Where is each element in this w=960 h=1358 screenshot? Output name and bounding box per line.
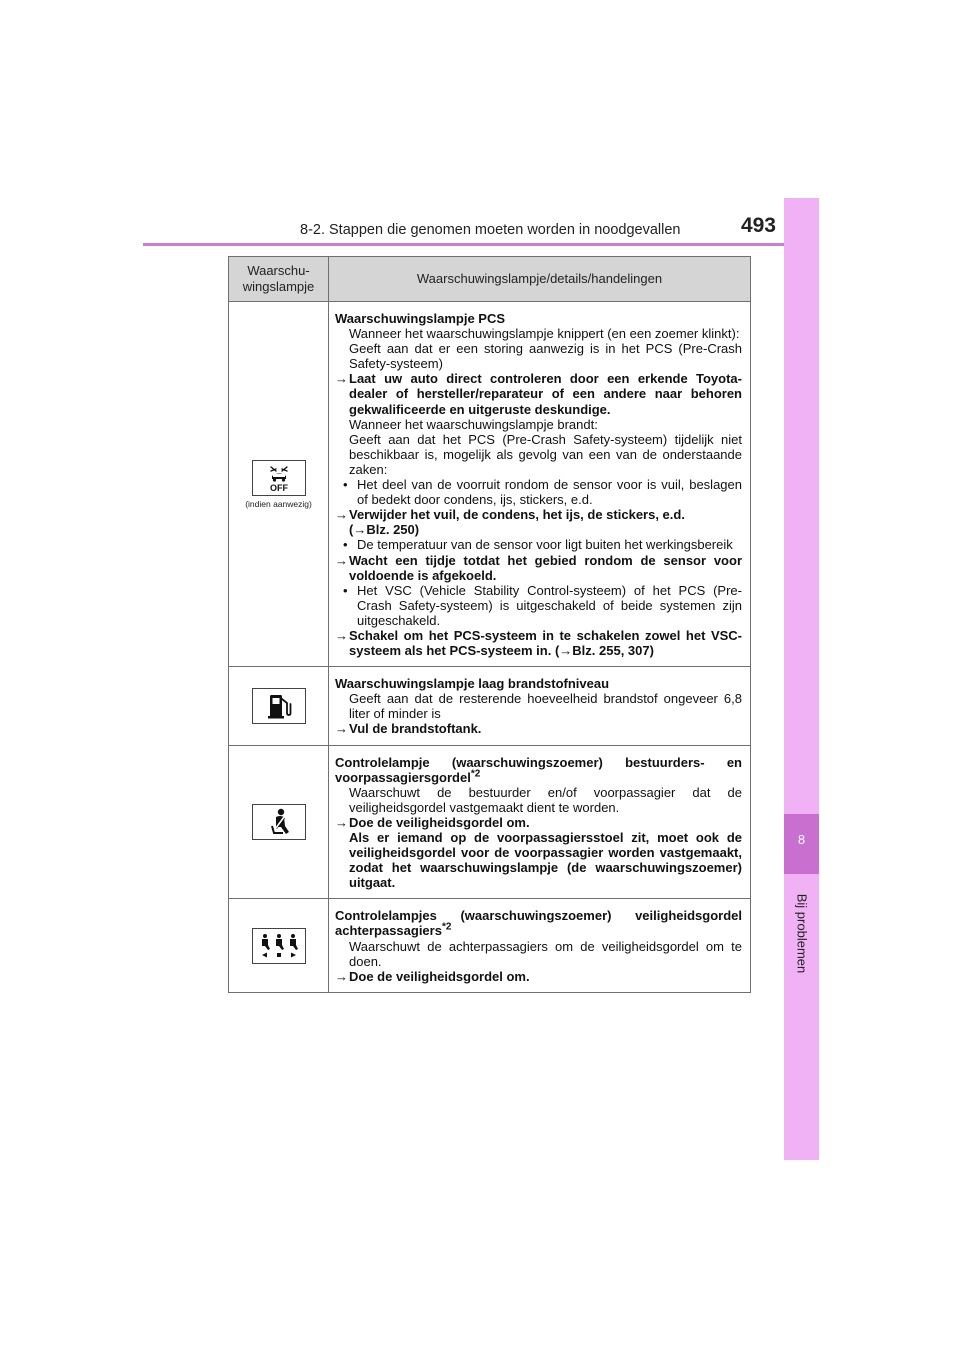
table-row: [229, 745, 751, 899]
details-cell: [329, 899, 751, 992]
arrow-icon: →: [335, 552, 348, 568]
bullet-item: • De temperatuur van de sensor voor ligt buiten het werkingsbereik: [343, 537, 733, 553]
lamp-cell: [229, 899, 329, 992]
page-number: 493: [740, 214, 776, 237]
action-item: → Verwijder het vuil, de condens, het ijs, de stickers, e.d. (→Blz. 250): [335, 507, 685, 538]
pcs-off-icon: [252, 460, 306, 496]
arrow-icon: →: [335, 627, 348, 643]
description-text: Wanneer het waarschuwingslampje knippert (en een zoemer klinkt):: [349, 326, 740, 342]
description-text: Geeft aan dat het PCS (Pre-Crash Safety-systeem) tijdelijk niet beschikbaar is, mogelijk als gevolg van een van de onderstaande zaken:: [349, 431, 742, 477]
icon-note: (indien aanwezig): [245, 498, 312, 509]
lamp-cell: [229, 745, 329, 899]
table-row: [229, 667, 751, 745]
description-text: Waarschuwt de bestuurder en/of voorpassagier dat de veiligheidsgordel vastgemaakt dient te worden.: [349, 784, 742, 815]
page-reference: Blz. 250: [366, 522, 415, 538]
table-row: [229, 302, 751, 667]
action-item: → Schakel om het PCS-systeem in te schakelen zowel het VSC-systeem als het PCS-systeem in. (→Blz. 255, 307): [335, 627, 742, 659]
arrow-icon: →: [335, 968, 348, 984]
bullet-item: • Het deel van de voorruit rondom de sensor voor is vuil, beslagen of bedekt door condens, ijs, stickers, e.d.: [343, 477, 742, 508]
col-header-details: Waarschuwingslampje/details/handelingen: [329, 257, 751, 302]
description-text: Geeft aan dat er een storing aanwezig is in het PCS (Pre-Crash Safety-systeem): [349, 341, 742, 372]
arrow-icon: →: [335, 814, 348, 830]
table-header-row: [229, 257, 751, 302]
details-cell: [329, 745, 751, 899]
lamp-title: Controlelampjes (waarschuwingszoemer) veiligheidsgordel achterpassagiers$^{*2}$: [335, 908, 742, 939]
bullet-icon: •: [343, 582, 348, 598]
lamp-title: Waarschuwingslampje PCS: [335, 311, 506, 326]
bullet-icon: •: [343, 477, 348, 493]
arrow-icon: →: [335, 721, 348, 737]
lamp-title: Controlelampje (waarschuwingszoemer) bestuurders- en voorpassagiersgordel$^{*2}$: [335, 754, 742, 785]
seatbelt-icon: [252, 804, 306, 840]
lamp-cell: [229, 667, 329, 745]
action-detail: Als er iemand op de voorpassagiersstoel zit, moet ook de veiligheidsgordel voor de voorpassagier worden vastgemaakt, zodat het waarschuwingslampje (de waarschuwingszoemer) uitgaat.: [349, 830, 742, 891]
header-rule: [143, 243, 819, 246]
fuel-pump-icon: [252, 688, 306, 724]
description-text: Waarschuwt de achterpassagiers om de veiligheidsgordel om te doen.: [349, 938, 742, 969]
footnote-marker: *2: [441, 922, 452, 934]
chapter-label: Bij problemen: [794, 893, 809, 973]
details-cell: [329, 302, 751, 667]
details-cell: [329, 667, 751, 745]
lamp-title: Waarschuwingslampje laag brandstofniveau: [335, 676, 610, 692]
footnote-marker: *2: [470, 768, 481, 780]
col-header-lamp: Waarschu- wingslampje: [229, 257, 329, 302]
svg-text:OFF: OFF: [269, 482, 288, 493]
action-item: → Laat uw auto direct controleren door een erkende Toyota-dealer of hersteller/reparateur of een andere naar behoren gekwalificeerde en uitgeruste deskundige.: [335, 371, 742, 417]
section-title: 8-2. Stappen die genomen moeten worden in noodgevallen: [300, 222, 681, 238]
bullet-icon: •: [343, 537, 348, 553]
arrow-icon: →: [335, 371, 348, 387]
table-row: [229, 899, 751, 992]
action-item: → Wacht een tijdje totdat het gebied rondom de sensor voor voldoende is afgekoeld.: [335, 552, 742, 583]
description-text: Geeft aan dat de resterende hoeveelheid brandstof ongeveer 6,8 liter of minder is: [349, 691, 742, 722]
page-reference: Blz. 255, 307: [572, 643, 650, 659]
action-item: → Doe de veiligheidsgordel om.: [335, 968, 530, 984]
arrow-icon: →: [335, 507, 348, 523]
warning-lamp-table: [228, 256, 751, 993]
action-item: → Vul de brandstoftank.: [335, 721, 482, 737]
chapter-label-wrap: [784, 878, 819, 988]
description-text: Wanneer het waarschuwingslampje brandt:: [349, 416, 598, 432]
action-item: → Doe de veiligheidsgordel om.: [335, 814, 530, 830]
chapter-number: 8: [797, 832, 806, 847]
chapter-strip: [784, 198, 819, 1160]
rear-seatbelt-icon: [252, 928, 306, 964]
lamp-cell: [229, 302, 329, 667]
bullet-item: • Het VSC (Vehicle Stability Control-systeem) of het PCS (Pre-Crash Safety-systeem) is uitgeschakeld of beide systemen zijn uitgeschakeld.: [343, 582, 742, 628]
